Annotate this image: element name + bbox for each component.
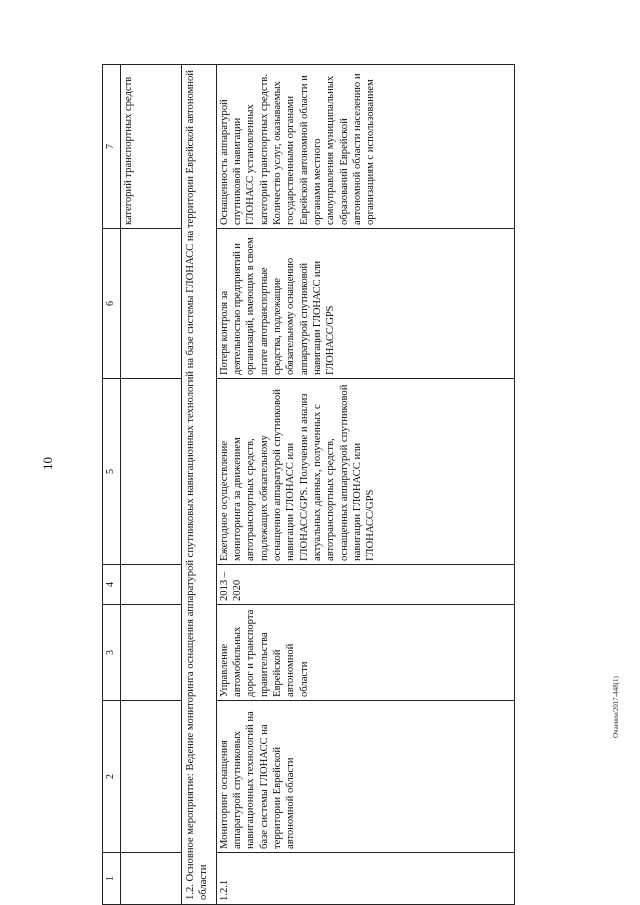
table-row [216, 65, 514, 905]
continuation-row [120, 65, 181, 905]
indicators: Оснащенность аппаратурой спутниковой навигации ГЛОНАСС установленных категорий транспортных средств. Количество услуг, оказываемых государственными органами Еврейской автономной области и органами местного самоуправления муниципальных образований Еврейской автономной области населению и организациям с использованием [216, 65, 514, 229]
continuation-cell: категорий транспортных средств [120, 65, 181, 229]
period: 2013 – 2020 [216, 565, 514, 605]
column-number: 2 [103, 701, 121, 853]
column-number: 3 [103, 605, 121, 701]
consequences: Потеря контроля за деятельностью предприятий и организаций, имеющих в своем штате автотранспортные средства, подлежащие обязательному оснащению аппаратурой спутниковой навигации ГЛОНАСС или ГЛОНАСС/GPS [216, 229, 514, 379]
rotated-table-container [102, 65, 567, 905]
footer-code: Очаевен/2017-448(1) [612, 676, 620, 738]
page-number: 10 [40, 457, 55, 470]
section-title: 1.2. Основное мероприятие: Ведение мониторинга оснащения аппаратурой спутниковых навигационных технологий на базе системы ГЛОНАСС на территории Еврейской автономной области [181, 65, 216, 905]
section-row [181, 65, 216, 905]
measures-table [102, 64, 515, 905]
column-number: 5 [103, 379, 121, 565]
column-number: 6 [103, 229, 121, 379]
column-number: 1 [103, 853, 121, 905]
expected-result: Ежегодное осуществление мониторинга за движением автотранспортных средств, подлежащих обязательному оснащению аппаратурой спутниковой навигации ГЛОНАСС или ГЛОНАСС/GPS. Получение и анализ актуальных данных, полученных с автотранспортных средств, оснащенных аппаратурой спутниковой навигации ГЛОНАСС или ГЛОНАСС/GPS [216, 379, 514, 565]
column-number: 7 [103, 65, 121, 229]
row-number: 1.2.1 [216, 853, 514, 905]
executor: Управление автомобильных дорог и транспорта правительства Еврейской автономной области [216, 605, 514, 701]
column-number-row [103, 65, 121, 905]
column-number: 4 [103, 565, 121, 605]
measure-name: Мониторинг оснащения аппаратурой спутниковых навигационных технологий на базе системы ГЛОНАСС на территории Еврейской автономной области [216, 701, 514, 853]
